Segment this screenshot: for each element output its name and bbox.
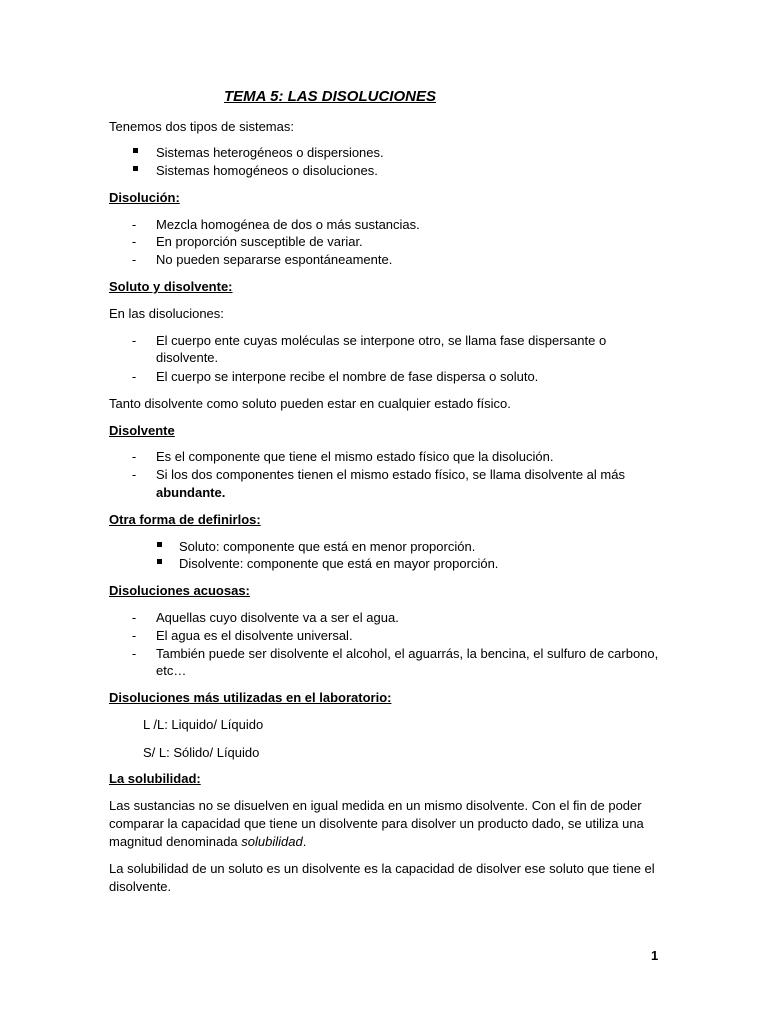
disolvente-item-continued: abundante. — [156, 485, 226, 500]
paragraph-text: . — [302, 834, 307, 849]
soluto-item-continued: disolvente. — [156, 350, 219, 365]
square-bullet-icon — [133, 148, 138, 153]
square-bullet-icon — [157, 559, 162, 564]
laboratorio-item: L /L: Liquido/ Líquido — [143, 717, 264, 732]
dash-bullet: - — [131, 333, 137, 348]
dash-bullet: - — [131, 369, 137, 384]
acuosas-item-continued: etc… — [156, 663, 187, 678]
disolucion-item: Mezcla homogénea de dos o más sustancias. — [156, 217, 420, 232]
sistemas-item: Sistemas heterogéneos o dispersiones. — [156, 145, 384, 160]
dash-bullet: - — [131, 234, 137, 249]
section-heading-soluto-disolvente: Soluto y disolvente: — [109, 279, 233, 294]
soluto-item: El cuerpo ente cuyas moléculas se interpone otro, se llama fase dispersante o — [156, 333, 607, 348]
soluto-note-text: Tanto disolvente como soluto pueden estar en cualquier estado físico. — [109, 396, 511, 411]
dash-bullet: - — [131, 449, 137, 464]
soluto-lead-text: En las disoluciones: — [109, 306, 224, 321]
soluto-item: El cuerpo se interpone recibe el nombre de fase dispersa o soluto. — [156, 369, 539, 384]
intro-text: Tenemos dos tipos de sistemas: — [109, 119, 294, 134]
disolvente-item: Si los dos componentes tienen el mismo estado físico, se llama disolvente al más — [156, 467, 625, 482]
solubilidad-paragraph-line: Las sustancias no se disuelven en igual medida en un mismo disolvente. Con el fin de poder — [109, 798, 642, 813]
section-heading-disolucion: Disolución: — [109, 190, 180, 205]
otra-forma-item: Disolvente: componente que está en mayor proporción. — [179, 556, 499, 571]
section-heading-acuosas: Disoluciones acuosas: — [109, 583, 250, 598]
laboratorio-item: S/ L: Sólido/ Líquido — [143, 745, 260, 760]
disolvente-item: Es el componente que tiene el mismo estado físico que la disolución. — [156, 449, 554, 464]
otra-forma-item: Soluto: componente que está en menor proporción. — [179, 539, 476, 554]
dash-bullet: - — [131, 646, 137, 661]
dash-bullet: - — [131, 628, 137, 643]
square-bullet-icon — [133, 166, 138, 171]
solubilidad-paragraph-line: comparar la capacidad que tiene un disolvente para disolver un producto dado, se utiliza una — [109, 816, 644, 831]
solubilidad-paragraph-line: La solubilidad de un soluto es un disolvente es la capacidad de disolver ese soluto que tiene el — [109, 861, 655, 876]
acuosas-item: Aquellas cuyo disolvente va a ser el agua. — [156, 610, 399, 625]
italic-term: solubilidad — [241, 834, 303, 849]
section-heading-laboratorio: Disoluciones más utilizadas en el laboratorio: — [109, 690, 392, 705]
dash-bullet: - — [131, 217, 137, 232]
paragraph-text: magnitud denominada — [109, 834, 242, 849]
dash-bullet: - — [131, 252, 137, 267]
section-heading-solubilidad: La solubilidad: — [109, 771, 201, 786]
dash-bullet: - — [131, 467, 137, 482]
section-heading-disolvente: Disolvente — [109, 423, 175, 438]
page-title: TEMA 5: LAS DISOLUCIONES — [224, 88, 436, 105]
acuosas-item: También puede ser disolvente el alcohol, el aguarrás, la bencina, el sulfuro de carbono, — [156, 646, 659, 661]
disolucion-item: En proporción susceptible de variar. — [156, 234, 363, 249]
section-heading-otra-forma: Otra forma de definirlos: — [109, 512, 261, 527]
disolucion-item: No pueden separarse espontáneamente. — [156, 252, 393, 267]
square-bullet-icon — [157, 542, 162, 547]
sistemas-item: Sistemas homogéneos o disoluciones. — [156, 163, 378, 178]
dash-bullet: - — [131, 610, 137, 625]
acuosas-item: El agua es el disolvente universal. — [156, 628, 353, 643]
solubilidad-paragraph-line: disolvente. — [109, 879, 172, 894]
solubilidad-paragraph-line — [109, 833, 306, 850]
page-number: 1 — [651, 948, 659, 963]
